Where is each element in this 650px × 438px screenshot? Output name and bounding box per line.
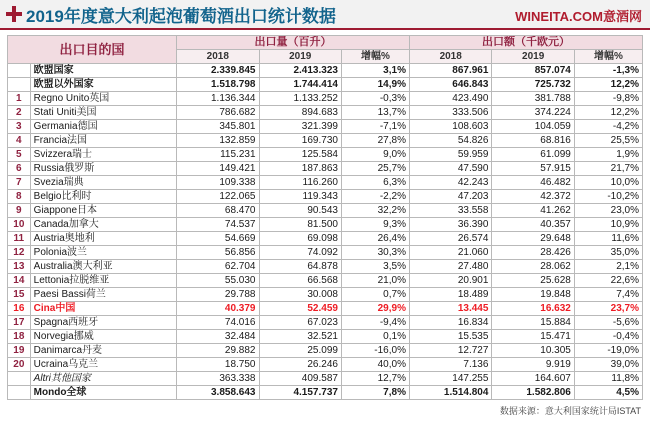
cell-volume-2019: 52.459 <box>259 302 341 316</box>
cell-country: Ucraina乌克兰 <box>30 358 176 372</box>
cell-value-2019: 61.099 <box>492 148 574 162</box>
table-row <box>8 176 643 190</box>
cell-volume-change: 0,1% <box>341 330 409 344</box>
cell-country: 欧盟以外国家 <box>30 78 176 92</box>
table-row <box>8 64 643 78</box>
cell-volume-change: 32,2% <box>341 204 409 218</box>
cell-volume-2018: 32.484 <box>177 330 259 344</box>
table-row <box>8 316 643 330</box>
cell-volume-2019: 169.730 <box>259 134 341 148</box>
cell-volume-change: 40,0% <box>341 358 409 372</box>
cell-country: Svezia瑞典 <box>30 176 176 190</box>
cell-rank: 7 <box>8 176 31 190</box>
cell-rank: 1 <box>8 92 31 106</box>
cell-value-2019: 15.884 <box>492 316 574 330</box>
cell-value-2018: 47.590 <box>409 162 491 176</box>
table-row <box>8 246 643 260</box>
cell-volume-2019: 32.521 <box>259 330 341 344</box>
table-header-group-row <box>8 36 643 50</box>
cell-volume-2019: 321.399 <box>259 120 341 134</box>
cell-country: Altri其他国家 <box>30 372 176 386</box>
cell-volume-change: 25,7% <box>341 162 409 176</box>
cell-rank: 5 <box>8 148 31 162</box>
cell-value-change: 23,7% <box>574 302 642 316</box>
cell-volume-2019: 894.683 <box>259 106 341 120</box>
cell-volume-2019: 90.543 <box>259 204 341 218</box>
cell-volume-change: -2,2% <box>341 190 409 204</box>
cell-volume-2018: 40.379 <box>177 302 259 316</box>
cell-volume-change: 29,9% <box>341 302 409 316</box>
cell-volume-2018: 1.518.798 <box>177 78 259 92</box>
brand-latin: WINEITA.COM <box>515 9 603 24</box>
table-row <box>8 218 643 232</box>
table-row <box>8 302 643 316</box>
cell-volume-2019: 64.878 <box>259 260 341 274</box>
cell-value-2019: 15.471 <box>492 330 574 344</box>
column-header-value-2019: 2019 <box>492 50 574 64</box>
cell-value-2019: 19.848 <box>492 288 574 302</box>
cell-volume-2018: 3.858.643 <box>177 386 259 400</box>
cell-volume-change: 12,7% <box>341 372 409 386</box>
cell-country: Cina中国 <box>30 302 176 316</box>
cell-country: Germania德国 <box>30 120 176 134</box>
table-row <box>8 330 643 344</box>
cell-value-change: -0,4% <box>574 330 642 344</box>
cell-value-2018: 16.834 <box>409 316 491 330</box>
column-header-volume-2018: 2018 <box>177 50 259 64</box>
cell-value-2018: 33.558 <box>409 204 491 218</box>
cell-rank: 18 <box>8 330 31 344</box>
cell-value-change: -10,2% <box>574 190 642 204</box>
table-row <box>8 232 643 246</box>
cell-volume-2019: 2.413.323 <box>259 64 341 78</box>
cell-value-2019: 374.224 <box>492 106 574 120</box>
cell-volume-2019: 125.584 <box>259 148 341 162</box>
cell-volume-2019: 26.246 <box>259 358 341 372</box>
cell-volume-change: -0,3% <box>341 92 409 106</box>
title-bar <box>0 0 650 30</box>
cell-rank: 20 <box>8 358 31 372</box>
cell-value-change: -5,6% <box>574 316 642 330</box>
cell-value-2018: 423.490 <box>409 92 491 106</box>
cell-value-2018: 15.535 <box>409 330 491 344</box>
cell-volume-2019: 66.568 <box>259 274 341 288</box>
cell-volume-change: -9,4% <box>341 316 409 330</box>
cell-volume-2019: 4.157.737 <box>259 386 341 400</box>
cell-value-change: 35,0% <box>574 246 642 260</box>
cell-volume-change: 3,5% <box>341 260 409 274</box>
cell-value-2019: 28.426 <box>492 246 574 260</box>
cell-value-2019: 25.628 <box>492 274 574 288</box>
cell-volume-2018: 132.859 <box>177 134 259 148</box>
cell-value-2019: 9.919 <box>492 358 574 372</box>
cell-volume-change: 6,3% <box>341 176 409 190</box>
cell-rank: 10 <box>8 218 31 232</box>
cell-country: Australia澳大利亚 <box>30 260 176 274</box>
cell-value-2018: 18.489 <box>409 288 491 302</box>
cell-volume-change: 9,0% <box>341 148 409 162</box>
table-row <box>8 274 643 288</box>
cell-country: Polonia波兰 <box>30 246 176 260</box>
cell-rank: 6 <box>8 162 31 176</box>
cell-volume-change: -7,1% <box>341 120 409 134</box>
cell-volume-2019: 69.098 <box>259 232 341 246</box>
cell-volume-2019: 30.008 <box>259 288 341 302</box>
export-statistics-table <box>7 35 643 400</box>
table-row <box>8 120 643 134</box>
cell-volume-change: 7,8% <box>341 386 409 400</box>
cell-value-change: -19,0% <box>574 344 642 358</box>
cell-volume-2019: 116.260 <box>259 176 341 190</box>
cell-country: Giappone日本 <box>30 204 176 218</box>
cell-value-2019: 41.262 <box>492 204 574 218</box>
cell-volume-2019: 81.500 <box>259 218 341 232</box>
cell-value-change: 25,5% <box>574 134 642 148</box>
cell-value-change: 10,9% <box>574 218 642 232</box>
table-row <box>8 106 643 120</box>
cell-volume-change: 26,4% <box>341 232 409 246</box>
cell-volume-change: 30,3% <box>341 246 409 260</box>
cell-value-2018: 59.959 <box>409 148 491 162</box>
column-header-volume-2019: 2019 <box>259 50 341 64</box>
cell-rank: 11 <box>8 232 31 246</box>
cell-value-2018: 47.203 <box>409 190 491 204</box>
cell-volume-2018: 345.801 <box>177 120 259 134</box>
cell-country: Paesi Bassi荷兰 <box>30 288 176 302</box>
cell-value-change: 10,0% <box>574 176 642 190</box>
cell-volume-2018: 149.421 <box>177 162 259 176</box>
cell-value-change: 23,0% <box>574 204 642 218</box>
plus-icon <box>6 6 22 22</box>
cell-rank: 17 <box>8 316 31 330</box>
cell-rank: 2 <box>8 106 31 120</box>
cell-volume-2018: 29.788 <box>177 288 259 302</box>
cell-volume-change: 3,1% <box>341 64 409 78</box>
cell-value-change: 22,6% <box>574 274 642 288</box>
cell-rank: 14 <box>8 274 31 288</box>
cell-volume-2019: 119.343 <box>259 190 341 204</box>
cell-value-2018: 27.480 <box>409 260 491 274</box>
cell-country: Norvegia挪威 <box>30 330 176 344</box>
cell-volume-change: 14,9% <box>341 78 409 92</box>
column-header-value-2018: 2018 <box>409 50 491 64</box>
cell-value-change: 12,2% <box>574 106 642 120</box>
cell-rank: 3 <box>8 120 31 134</box>
table-row <box>8 78 643 92</box>
cell-volume-2018: 54.669 <box>177 232 259 246</box>
cell-value-2018: 21.060 <box>409 246 491 260</box>
cell-value-2019: 1.582.806 <box>492 386 574 400</box>
cell-volume-2018: 2.339.845 <box>177 64 259 78</box>
cell-volume-2018: 18.750 <box>177 358 259 372</box>
table-row <box>8 148 643 162</box>
cell-country: Spagna西班牙 <box>30 316 176 330</box>
cell-rank: 15 <box>8 288 31 302</box>
table-row <box>8 386 643 400</box>
cell-rank <box>8 386 31 400</box>
cell-volume-2019: 187.863 <box>259 162 341 176</box>
column-header-volume-change: 增幅% <box>341 50 409 64</box>
brand-cn: 意酒网 <box>602 9 642 24</box>
table-head <box>8 36 643 64</box>
cell-rank <box>8 372 31 386</box>
cell-value-change: 1,9% <box>574 148 642 162</box>
cell-value-change: 21,7% <box>574 162 642 176</box>
column-header-value-change: 增幅% <box>574 50 642 64</box>
cell-value-change: -9,8% <box>574 92 642 106</box>
cell-volume-2019: 1.744.414 <box>259 78 341 92</box>
column-header-value: 出口额（千欧元） <box>409 36 642 50</box>
cell-value-2019: 46.482 <box>492 176 574 190</box>
cell-country: Belgio比利时 <box>30 190 176 204</box>
table-row <box>8 358 643 372</box>
cell-value-2018: 54.826 <box>409 134 491 148</box>
table-row <box>8 260 643 274</box>
brand-logo <box>515 6 642 25</box>
cell-value-2018: 13.445 <box>409 302 491 316</box>
column-header-destination: 出口目的国 <box>8 36 177 64</box>
cell-value-2018: 7.136 <box>409 358 491 372</box>
cell-country: Francia法国 <box>30 134 176 148</box>
cell-value-2018: 646.843 <box>409 78 491 92</box>
cell-value-2018: 147.255 <box>409 372 491 386</box>
cell-country: Russia俄罗斯 <box>30 162 176 176</box>
cell-value-2019: 857.074 <box>492 64 574 78</box>
cell-value-2018: 42.243 <box>409 176 491 190</box>
cell-value-2019: 68.816 <box>492 134 574 148</box>
table-body <box>8 64 643 400</box>
cell-value-change: 11,6% <box>574 232 642 246</box>
table-row <box>8 162 643 176</box>
cell-value-change: 11,8% <box>574 372 642 386</box>
cell-value-change: -4,2% <box>574 120 642 134</box>
cell-country: Mondo全球 <box>30 386 176 400</box>
cell-volume-2019: 74.092 <box>259 246 341 260</box>
page-title: 2019年度意大利起泡葡萄酒出口统计数据 <box>26 6 336 26</box>
cell-country: Canada加拿大 <box>30 218 176 232</box>
cell-value-2019: 104.059 <box>492 120 574 134</box>
cell-volume-2019: 67.023 <box>259 316 341 330</box>
cell-volume-2018: 786.682 <box>177 106 259 120</box>
cell-rank: 16 <box>8 302 31 316</box>
cell-value-2019: 10.305 <box>492 344 574 358</box>
cell-value-2018: 20.901 <box>409 274 491 288</box>
cell-volume-2018: 74.537 <box>177 218 259 232</box>
cell-volume-2018: 1.136.344 <box>177 92 259 106</box>
cell-value-change: 7,4% <box>574 288 642 302</box>
cell-rank: 19 <box>8 344 31 358</box>
cell-country: Lettonia拉脱维亚 <box>30 274 176 288</box>
table-row <box>8 190 643 204</box>
table-row <box>8 372 643 386</box>
cell-value-2019: 725.732 <box>492 78 574 92</box>
cell-value-2019: 164.607 <box>492 372 574 386</box>
table-row <box>8 204 643 218</box>
cell-value-change: 2,1% <box>574 260 642 274</box>
cell-rank: 12 <box>8 246 31 260</box>
cell-value-2018: 108.603 <box>409 120 491 134</box>
cell-rank: 13 <box>8 260 31 274</box>
cell-country: Danimarca丹麦 <box>30 344 176 358</box>
table-row <box>8 134 643 148</box>
cell-rank <box>8 78 31 92</box>
cell-rank: 8 <box>8 190 31 204</box>
cell-volume-2019: 409.587 <box>259 372 341 386</box>
cell-volume-2018: 56.856 <box>177 246 259 260</box>
cell-volume-change: 0,7% <box>341 288 409 302</box>
cell-value-change: -1,3% <box>574 64 642 78</box>
cell-volume-2018: 68.470 <box>177 204 259 218</box>
cell-value-2018: 12.727 <box>409 344 491 358</box>
cell-value-2018: 1.514.804 <box>409 386 491 400</box>
cell-volume-change: 13,7% <box>341 106 409 120</box>
cell-value-2019: 42.372 <box>492 190 574 204</box>
cell-rank: 9 <box>8 204 31 218</box>
table-row <box>8 344 643 358</box>
table-row <box>8 92 643 106</box>
cell-volume-change: -16,0% <box>341 344 409 358</box>
cell-rank: 4 <box>8 134 31 148</box>
cell-country: Austria奥地利 <box>30 232 176 246</box>
cell-value-change: 4,5% <box>574 386 642 400</box>
cell-value-2019: 28.062 <box>492 260 574 274</box>
cell-value-2019: 16.632 <box>492 302 574 316</box>
cell-volume-change: 27,8% <box>341 134 409 148</box>
cell-volume-2018: 29.882 <box>177 344 259 358</box>
cell-volume-2018: 363.338 <box>177 372 259 386</box>
cell-volume-2019: 25.099 <box>259 344 341 358</box>
cell-volume-change: 21,0% <box>341 274 409 288</box>
cell-volume-change: 9,3% <box>341 218 409 232</box>
cell-value-2018: 26.574 <box>409 232 491 246</box>
cell-volume-2018: 115.231 <box>177 148 259 162</box>
column-header-volume: 出口量（百升） <box>177 36 410 50</box>
cell-volume-2018: 122.065 <box>177 190 259 204</box>
cell-value-2019: 40.357 <box>492 218 574 232</box>
cell-value-2019: 29.648 <box>492 232 574 246</box>
cell-volume-2018: 55.030 <box>177 274 259 288</box>
cell-country: Svizzera瑞士 <box>30 148 176 162</box>
cell-country: 欧盟国家 <box>30 64 176 78</box>
cell-volume-2018: 74.016 <box>177 316 259 330</box>
cell-value-2019: 57.915 <box>492 162 574 176</box>
cell-volume-2018: 109.338 <box>177 176 259 190</box>
source-note: 数据来源：意大利国家统计局ISTAT <box>499 406 641 416</box>
cell-volume-2019: 1.133.252 <box>259 92 341 106</box>
cell-value-2018: 867.961 <box>409 64 491 78</box>
table-row <box>8 288 643 302</box>
cell-value-change: 39,0% <box>574 358 642 372</box>
cell-volume-2018: 62.704 <box>177 260 259 274</box>
cell-rank <box>8 64 31 78</box>
cell-value-2018: 36.390 <box>409 218 491 232</box>
cell-country: Regno Unito英国 <box>30 92 176 106</box>
cell-value-change: 12,2% <box>574 78 642 92</box>
cell-country: Stati Uniti美国 <box>30 106 176 120</box>
cell-value-2019: 381.788 <box>492 92 574 106</box>
cell-value-2018: 333.506 <box>409 106 491 120</box>
